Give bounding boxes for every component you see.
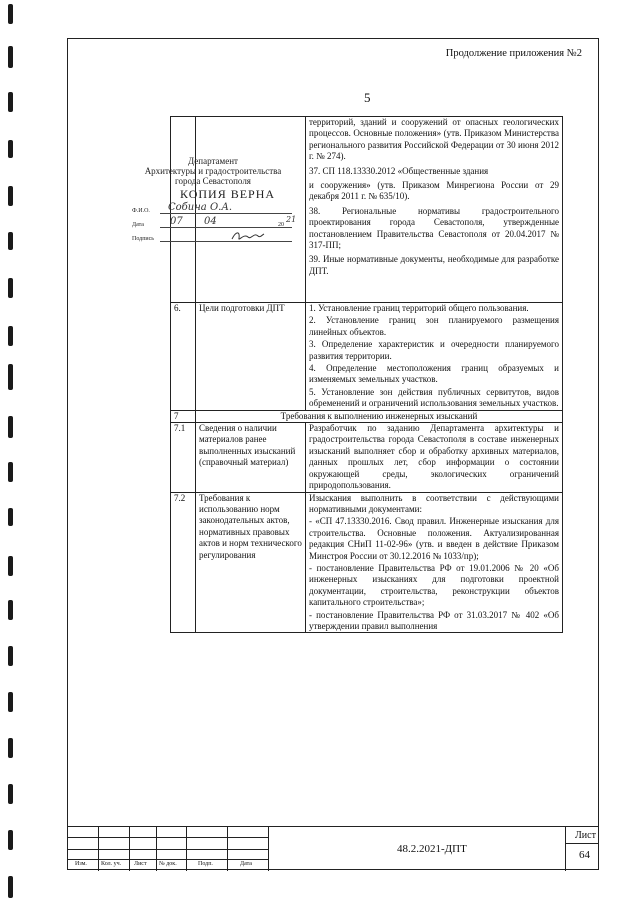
cell-num: 7 (171, 410, 196, 422)
table-row (171, 492, 563, 633)
list-item: 3. Определение характеристик и очередности планируемого развития территории. (309, 339, 559, 361)
binding-mark (8, 92, 13, 112)
cell-num: 7.2 (171, 492, 196, 633)
binding-mark (8, 46, 13, 68)
tb-row-line (565, 843, 599, 844)
tb-row-line (67, 859, 268, 860)
binding-mark (8, 738, 13, 758)
binding-mark (8, 462, 13, 482)
tb-col-ndok: № док. (159, 861, 177, 867)
table-row (171, 410, 563, 422)
tb-divider (565, 827, 566, 871)
stamp-date-month: 04 (204, 216, 217, 227)
list-item: и сооружения» (утв. Приказом Минрегиона России от 29 декабря 2011 г. № 635/10). (309, 180, 559, 202)
cell-num: 7.1 (171, 423, 196, 492)
list-item: 37. СП 118.13330.2012 «Общественные здания (309, 165, 489, 176)
binding-mark (8, 140, 13, 158)
list-item: Изыскания выполнить в соответствии с действующими нормативными документами: (309, 492, 559, 514)
list-item: 2. Установление границ зон планируемого размещения линейных объектов. (309, 315, 559, 337)
list-item: - постановление Правительства РФ от 19.01.2006 № 20 «Об инженерных изысканиях для подготовки проектной документации, строительства, реконструкции объектов капитального строительства»; (309, 562, 559, 608)
title-block (67, 826, 599, 871)
tb-row-line (67, 849, 268, 850)
binding-mark (8, 784, 13, 804)
paragraph: Разработчик по заданию Департамента архитектуры и градостроительства города Севастополя в составе инженерных изысканий выполняет сбор и обработку архивных материалов, данных прошлых лет, сбор информации о состоянии окружающей среды, экологических ограничений природопользования. (309, 423, 559, 491)
binding-mark (8, 830, 13, 850)
list-item: 5. Установление зон действия публичных сервитутов, видов обременений и ограничений использования земельных участков. (309, 386, 559, 409)
stamp-fio-row (118, 204, 328, 216)
stamp-date-day: 07 (170, 216, 183, 227)
list-item: - постановление Правительства РФ от 31.03.2017 № 402 «Об утверждении правил выполнения (309, 609, 559, 631)
stamp-fio-label: Ф.И.О. (132, 208, 150, 214)
tb-col-kol: Кол. уч. (101, 861, 122, 867)
cell-title: Цели подготовки ДПТ (196, 303, 306, 411)
document-code: 48.2.2021-ДПТ (397, 843, 467, 855)
binding-mark (8, 232, 13, 250)
stamp-fio-value: Собина О.А. (168, 202, 233, 213)
stamp-line (160, 241, 292, 242)
binding-mark (8, 508, 13, 526)
stamp-dept-line: Департамент (188, 156, 238, 166)
cell-content (306, 117, 563, 303)
stamp-dept-line: Архитектуры и градостроительства (144, 166, 282, 176)
binding-mark (8, 416, 13, 438)
cell-content (306, 492, 563, 633)
stamp-line (160, 227, 292, 228)
binding-mark (8, 646, 13, 666)
tb-row-line (67, 837, 268, 838)
tb-col-podp: Подп. (198, 861, 213, 867)
certification-stamp (118, 156, 328, 244)
cell-content (306, 423, 563, 492)
binding-mark (8, 278, 13, 298)
binding-mark (8, 692, 13, 712)
binding-mark (8, 326, 13, 346)
section-heading: Требования к выполнению инженерных изысканий (196, 410, 563, 422)
table-row (171, 423, 563, 492)
stamp-date-year-suffix: 21 (286, 215, 297, 224)
stamp-date-year-prefix: 20 (278, 222, 284, 228)
list-item: - «СП 47.13330.2016. Свод правил. Инженерные изыскания для строительства. Основные положения. Актуализированная редакция СНиП 11-02-96» (утв. и введен в действие Приказом Минстроя России от 30.12.2016 № 1033/пр); (309, 516, 559, 561)
cell-title: Требования к использованию норм законодательных актов, нормативных правовых актов и норм технического регулирования (196, 492, 306, 633)
list-item: 39. Иные нормативные документы, необходимые для разработке ДПТ. (309, 254, 559, 276)
stamp-dept (118, 156, 308, 186)
binding-mark (8, 364, 13, 390)
binding-mark (8, 876, 13, 898)
sheet-label: Лист (575, 830, 596, 841)
stamp-sign-label: Подпись (132, 236, 155, 242)
sheet-number: 64 (579, 849, 590, 861)
tb-col-izm: Изм. (75, 861, 87, 867)
stamp-sign-row (118, 232, 328, 244)
stamp-copy-label: КОПИЯ ВЕРНА (180, 187, 276, 201)
stamp-date-label: Дата (132, 222, 144, 228)
list-item: 1. Установление границ территорий общего пользования. (309, 303, 529, 313)
binding-mark (8, 600, 13, 620)
list-item: 38. Региональные нормативы градостроительного проектирования города Севастополя, утвержденные постановлением Правительства Севастополя от 20.04.2017 № 317-ПП; (309, 205, 559, 251)
tb-divider (268, 827, 269, 871)
stamp-date-row (118, 215, 328, 230)
binding-mark (8, 556, 13, 576)
list-item: 4. Определение местоположения границ образуемых и изменяемых земельных участков. (309, 363, 559, 385)
cell-title: Сведения о наличии материалов ранее выполненных изысканий (справочный материал) (196, 423, 306, 492)
cell-num: 6. (171, 303, 196, 411)
cell-content (306, 303, 563, 411)
binding-mark (8, 4, 13, 24)
binding-mark (8, 186, 13, 206)
continuation-note: Продолжение приложения №2 (445, 48, 582, 59)
page-number: 5 (364, 90, 371, 105)
list-item: территорий, зданий и сооружений от опасных геологических процессов. Основные положения» (утв. Приказом Министерства регионального развития Российской Федерации от 30 июня 2012 г. № 274). (309, 117, 559, 162)
stamp-line (160, 213, 292, 214)
stamp-dept-line: города Севастополя (175, 176, 251, 186)
tb-col-list: Лист (134, 861, 147, 867)
signature-mark (230, 229, 266, 243)
table-row (171, 303, 563, 411)
tb-col-data: Дата (240, 861, 252, 867)
